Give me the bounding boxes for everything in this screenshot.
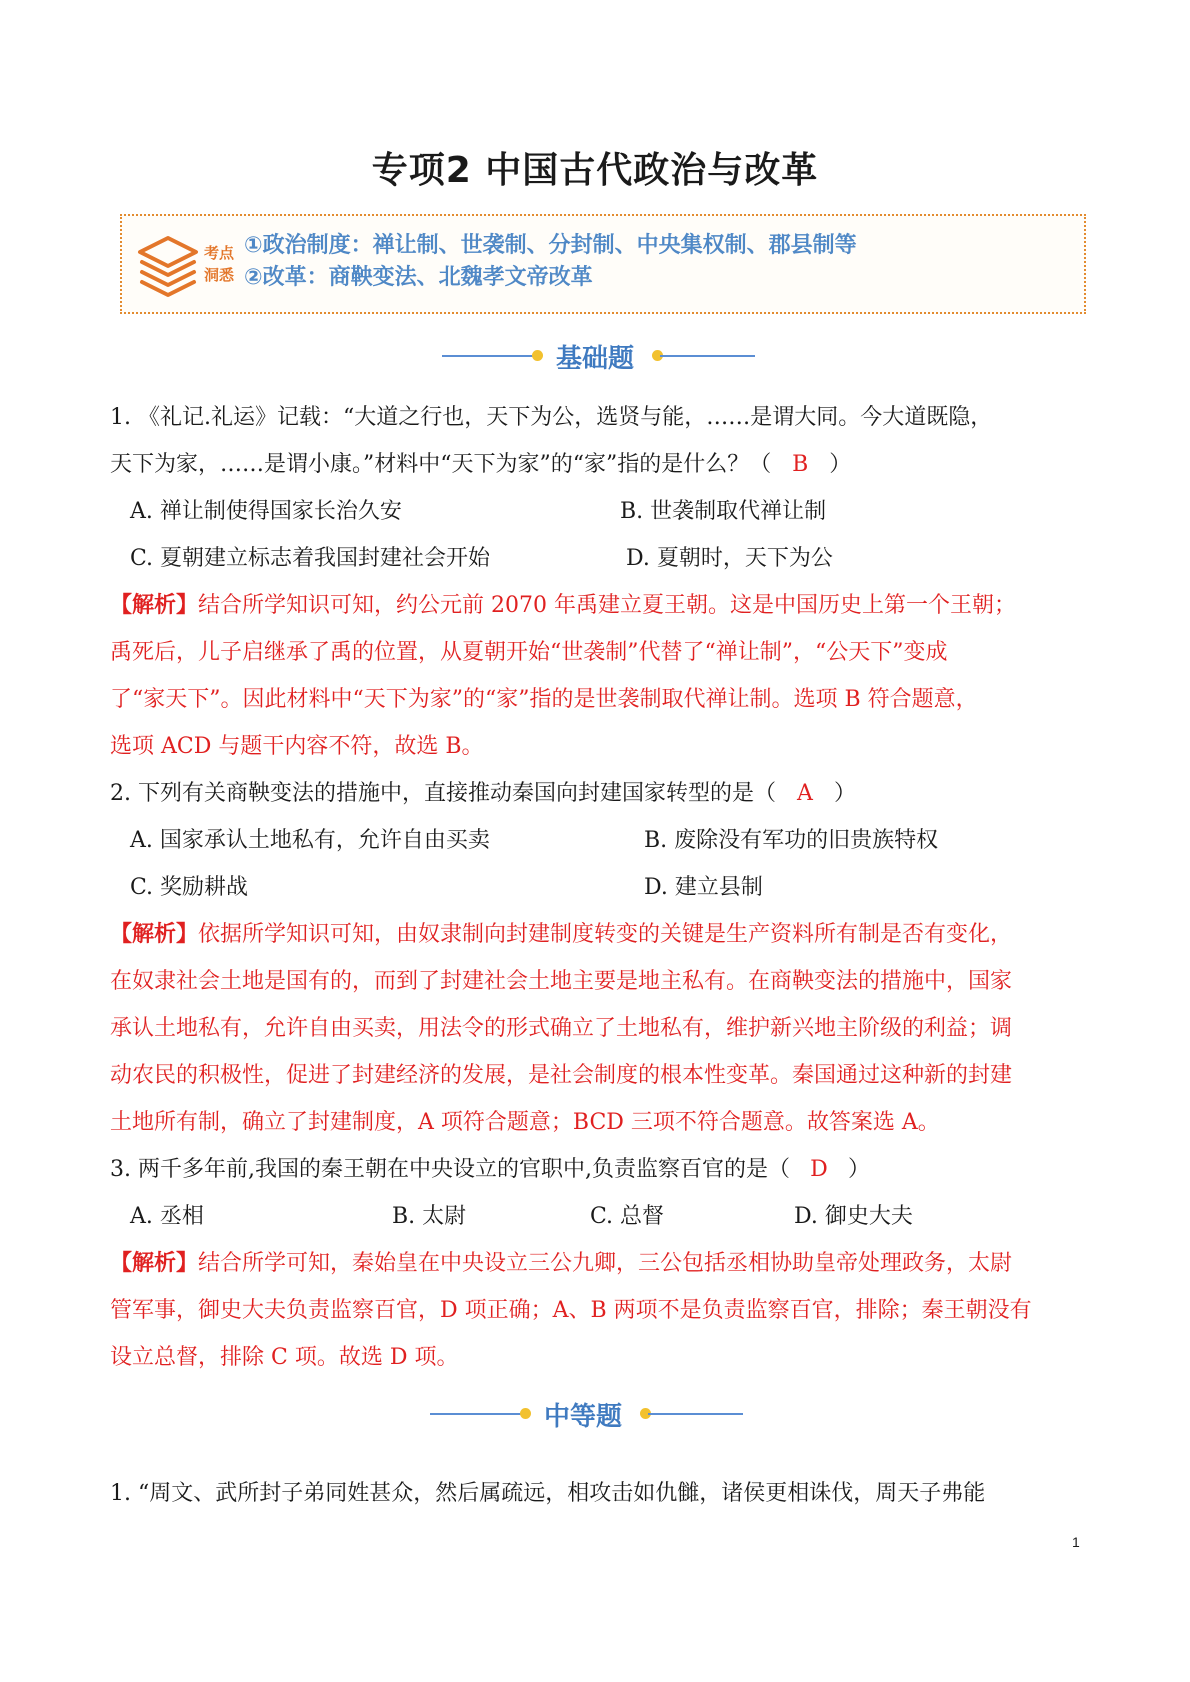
key-points-text (244, 230, 857, 294)
analysis-tag: 【解析】 (110, 1250, 199, 1276)
q3-option-d: D. 御史大夫 (794, 1204, 913, 1229)
question-1-stem-cont: 天下为家，……是谓小康。”材料中“天下为家”的“家”指的是什么？（ B ） (110, 441, 1085, 488)
q3-analysis: 【解析】结合所学可知，秦始皇在中央设立三公九卿，三公包括丞相协助皇帝处理政务，太尉 管军事，御史大夫负责监察百官，D 项正确；A、B 两项不是负责监察百官，排除；秦王朝没有 设立总督，排除 C 项。故选 D 项。 (110, 1250, 1032, 1370)
q3-options-row (110, 1193, 1085, 1240)
q2-options-row1 (110, 817, 1085, 864)
q1-option-c: C. 夏朝建立标志着我国封建社会开始 (130, 546, 491, 571)
key-point-1: ①政治制度：禅让制、世袭制、分封制、中央集权制、郡县制等 (244, 233, 857, 258)
answer-q1: B (792, 452, 809, 477)
section-title-medium: 中等题 (543, 1402, 622, 1432)
page-title: 专项2 中国古代政治与改革 (371, 150, 819, 191)
answer-q3: D (810, 1157, 828, 1182)
q2-analysis: 【解析】依据所学知识可知，由奴隶制向封建制度转变的关键是生产资料所有制是否有变化， 在奴隶社会土地是国有的，而到了封建社会土地主要是地主私有。在商鞅变法的措施中，国家 承认土地私有，允许自由买卖，用法令的形式确立了土地私有，维护新兴地主阶级的利益；调 动农民的积极性，促进了封建经济的发展，是社会制度的根本性变革。秦国通过这种新的封建 土地所有制，确立了封建制度，A 项符合题意；BCD 三项不符合题意。故答案选 A。 (110, 921, 1013, 1135)
q3-option-a: A. 丞相 (130, 1204, 204, 1229)
q1-option-a: A. 禅让制使得国家长治久安 (130, 499, 402, 524)
divider-right (648, 1413, 743, 1415)
q2-option-b: B. 废除没有军功的旧贵族特权 (644, 828, 939, 853)
q2-option-a: A. 国家承认土地私有，允许自由买卖 (130, 828, 490, 853)
q3-option-b: B. 太尉 (392, 1204, 467, 1229)
question-2-stem: 2. 下列有关商鞅变法的措施中，直接推动秦国向封建国家转型的是（ A ） (110, 770, 1085, 817)
q2-option-d: D. 建立县制 (644, 875, 763, 900)
key-points-tag (204, 242, 244, 286)
q2-option-c: C. 奖励耕战 (130, 875, 249, 900)
q3-option-c: C. 总督 (590, 1204, 665, 1229)
key-points-tag-line2: 洞悉 (204, 266, 235, 284)
q2-options-row2 (110, 864, 1085, 911)
stacked-layers-icon (134, 232, 202, 298)
key-points-tag-line1: 考点 (204, 244, 235, 262)
divider-right (660, 355, 755, 357)
question-1-stem: 1. 《礼记.礼运》记载：“大道之行也，天下为公，选贤与能，……是谓大同。今大道既隐， (110, 405, 993, 430)
q1-options-row1 (110, 488, 1085, 535)
q1-options-row2 (110, 535, 1085, 582)
key-point-2: ②改革：商鞅变法、北魏孝文帝改革 (244, 265, 593, 290)
answer-q2: A (797, 781, 813, 806)
q1-option-b: B. 世袭制取代禅让制 (620, 499, 827, 524)
key-points-box (120, 214, 1086, 314)
page-number: 1 (1072, 1534, 1080, 1550)
question-3-stem: 3. 两千多年前,我国的秦王朝在中央设立的官职中,负责监察百官的是（ D ） (110, 1146, 1085, 1193)
analysis-tag: 【解析】 (110, 592, 199, 618)
q1-option-d: D. 夏朝时，天下为公 (626, 546, 833, 571)
question-list (110, 394, 1085, 1381)
section-title-basic: 基础题 (555, 344, 634, 374)
q1-analysis: 【解析】结合所学知识可知，约公元前 2070 年禹建立夏王朝。这是中国历史上第一个王朝； 禹死后，儿子启继承了禹的位置，从夏朝开始“世袭制”代替了“禅让制”，“公天下”变成 了“家天下”。因此材料中“天下为家”的“家”指的是世袭制取代禅让制。选项 B 符合题意， 选项 ACD 与题干内容不符，故选 B。 (110, 592, 1016, 759)
analysis-tag: 【解析】 (110, 921, 199, 947)
medium-question-1-stem: 1. “周文、武所封子弟同姓甚众，然后属疏远，相攻击如仇雠，诸侯更相诛伐，周天子弗能 (110, 1481, 986, 1506)
